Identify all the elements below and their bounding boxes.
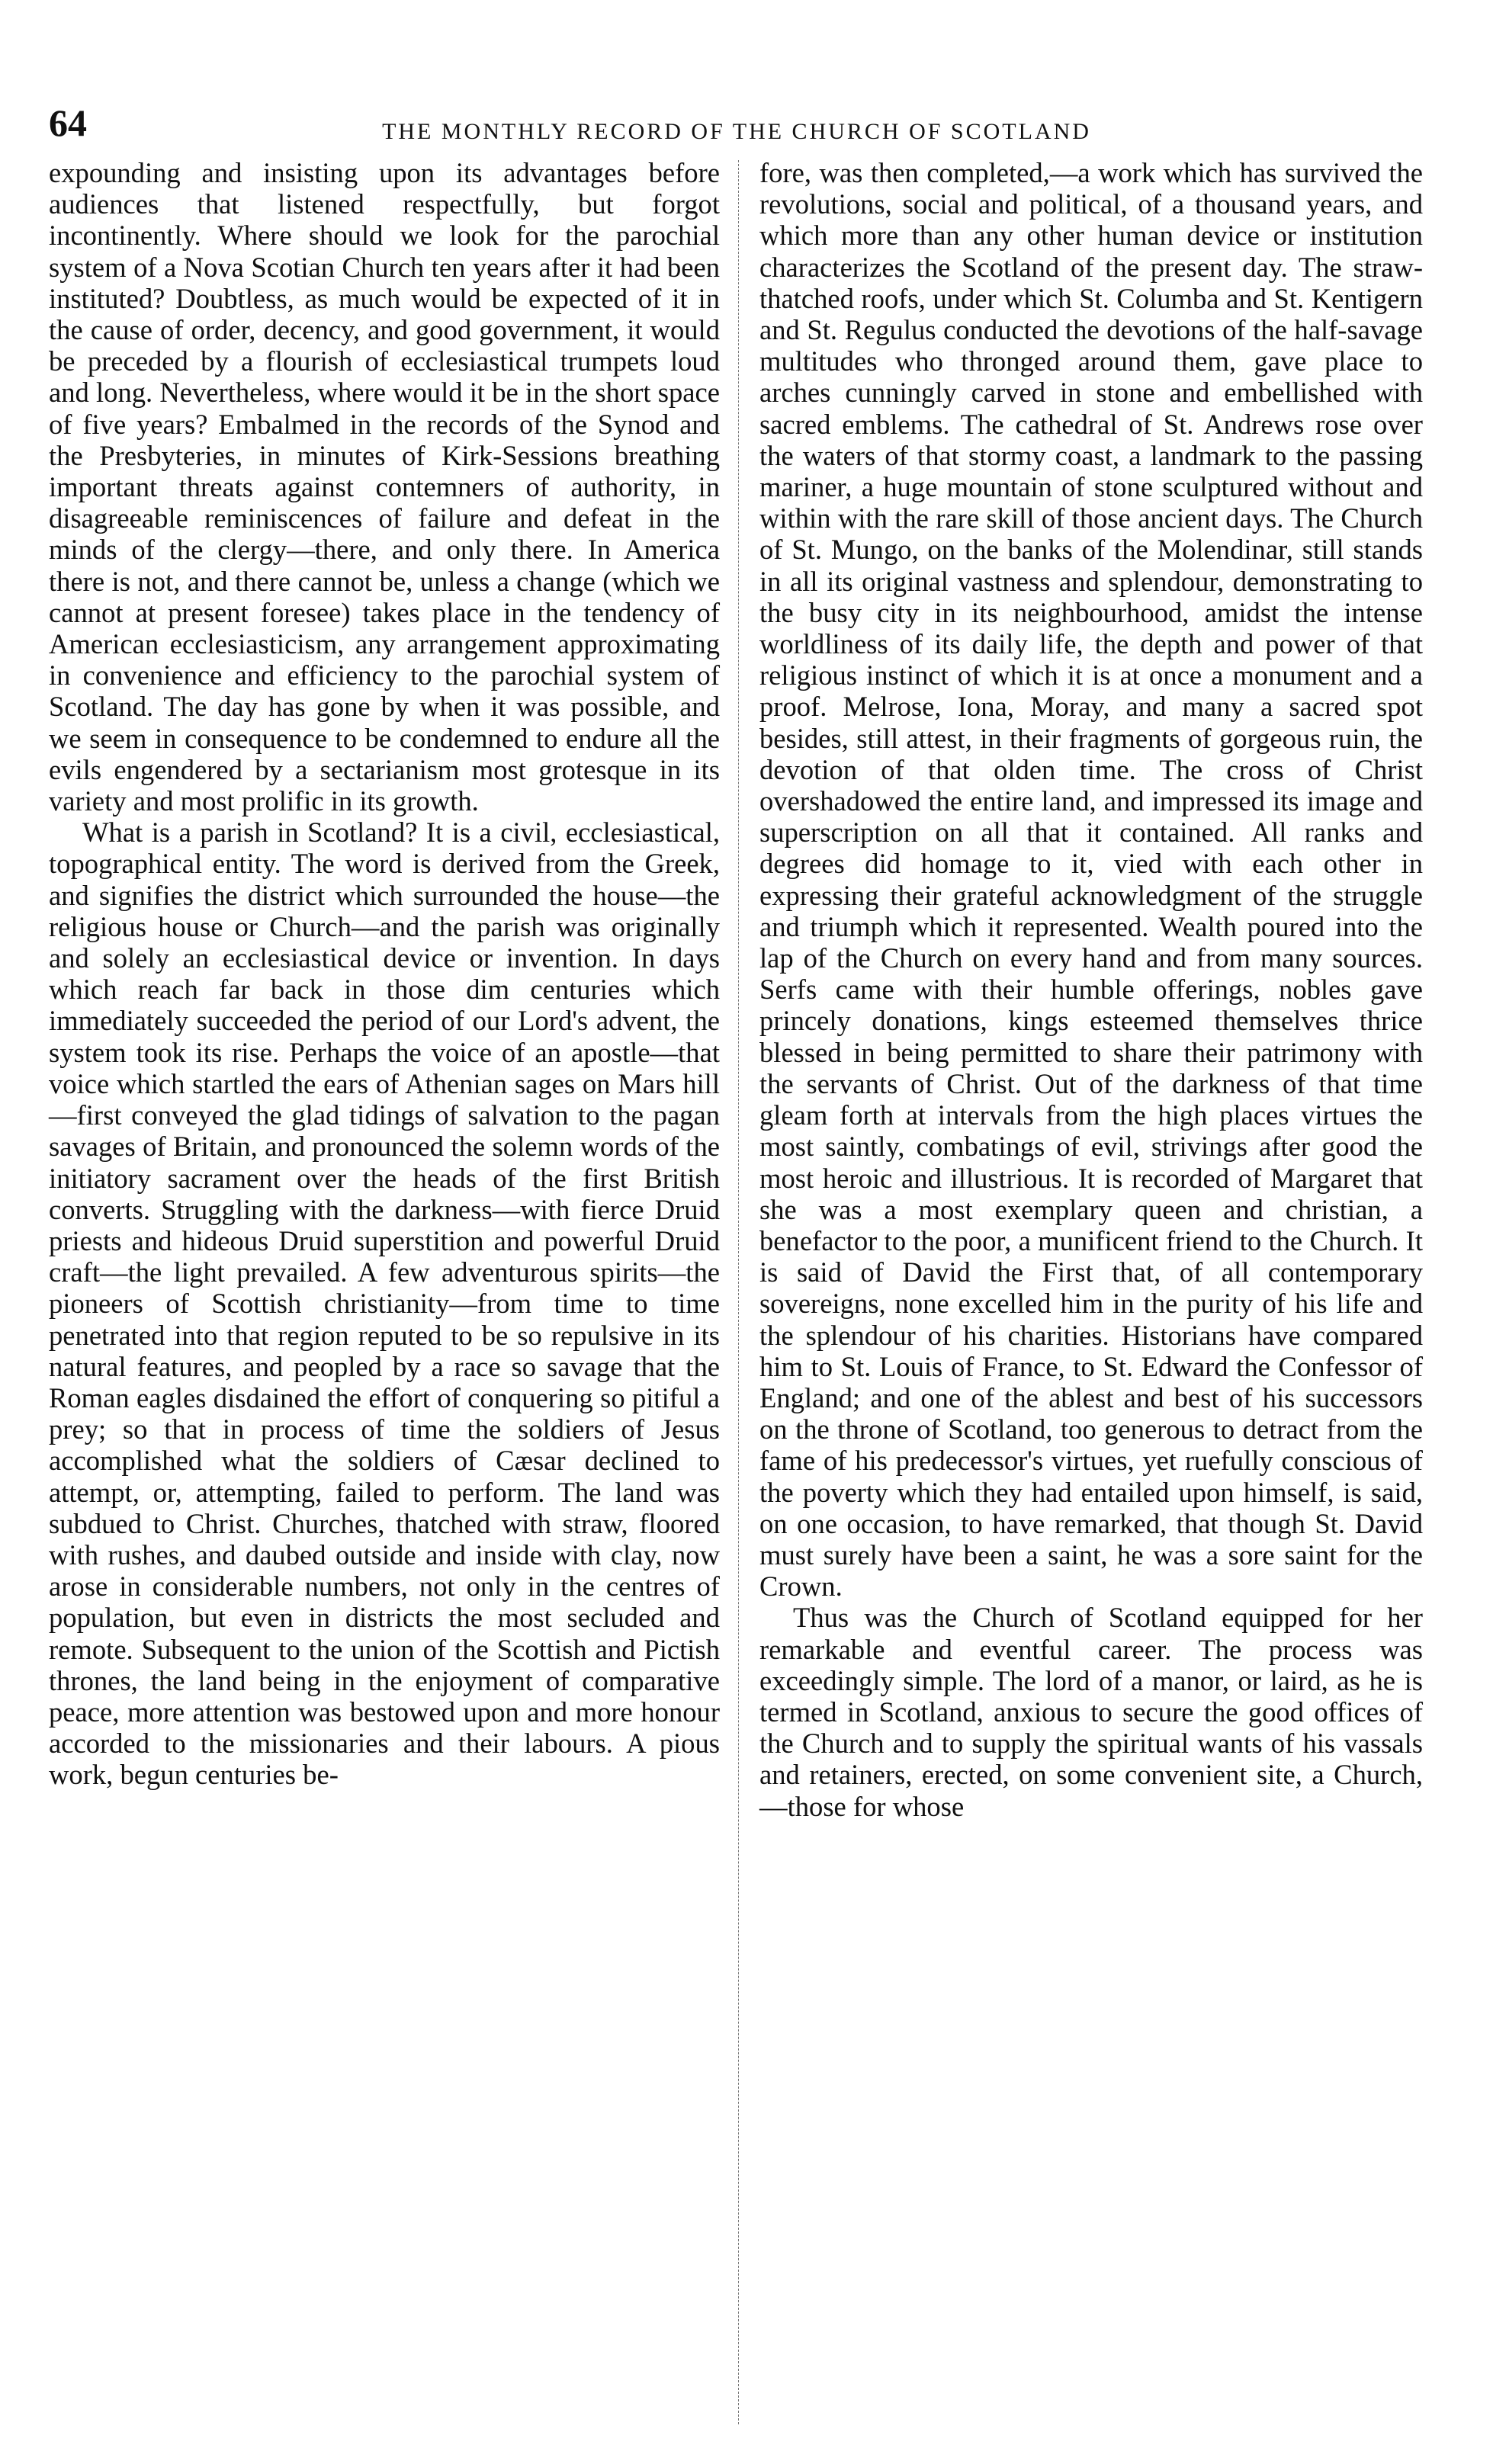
right-paragraph-1: fore, was then completed,—a work which has survived the revolutions, social and political, of a thousand years, and which more than any other human device or institution characterizes the Scotland of the present day. The straw-thatched roofs, under which St. Columba and St. Kentigern and St. Regulus conducted the devotions of the half-savage multitudes who thronged around them, gave place to arches cunningly carved in stone and embellished with sacred emblems. The cathedral of St. Andrews rose over the waters of that stormy coast, a landmark to the passing mariner, a huge mountain of stone sculptured without and within with the rare skill of those ancient days. The Church of St. Mungo, on the banks of the Molendinar, still stands in all its original vastness and splendour, demonstrating to the busy city in its neighbourhood, amidst the intense worldliness of its daily life, the depth and power of that religious instinct of which it is at once a monument and a proof. Melrose, Iona, Moray, and many a sacred spot besides, still attest, in their fragments of gorgeous ruin, the devotion of that olden time. The cross of Christ overshadowed the entire land, and impressed its image and superscription on all that it contained. All ranks and degrees did homage to it, vied with each other in expressing their grateful acknowledgment of the struggle and triumph which it represented. Wealth poured into the lap of the Church on every hand and from many sources. Serfs came with their humble offerings, nobles gave princely donations, kings esteemed themselves thrice blessed in being permitted to share their patrimony with the servants of Christ. Out of the darkness of that time gleam forth at intervals from the high places virtues the most saintly, combatings of evil, strivings after good the most heroic and illustrious. It is recorded of Margaret that she was a most exemplary queen and christian, a benefactor to the poor, a munificent friend to the Church. It is said of David the First that, of all contemporary sovereigns, none excelled him in the purity of his life and the splendour of his charities. Historians have compared him to St. Louis of France, to St. Edward the Confessor of England; and one of the ablest and best of his successors on the throne of Scotland, too generous to detract from the fame of his predecessor's virtues, yet ruefully conscious of the poverty which they had entailed upon himself, is said, on one occasion, to have remarked, that though St. David must surely have been a saint, he was a sore saint for the Crown. (759, 157, 1423, 1603)
running-title: THE MONTHLY RECORD OF THE CHURCH OF SCOTLAND (382, 119, 1091, 144)
left-paragraph-2: What is a parish in Scotland? It is a civil, ecclesiastical, topographical entity. The word is derived from the Greek, and signifies the district which surrounded the house—the religious house or Church—and the parish was originally and solely an ecclesiastical device or invention. In days which reach far back in those dim centuries which immediately succeeded the period of our Lord's advent, the system took its rise. Perhaps the voice of an apostle—that voice which startled the ears of Athenian sages on Mars hill—first conveyed the glad tidings of salvation to the pagan savages of Britain, and pronounced the solemn words of the initiatory sacrament over the heads of the first British converts. Struggling with the darkness—with fierce Druid priests and hideous Druid superstition and powerful Druid craft—the light prevailed. A few adventurous spirits—the pioneers of Scottish christianity—from time to time penetrated into that region reputed to be so repulsive in its natural features, and peopled by a race so savage that the Roman eagles disdained the effort of conquering so pitiful a prey; so that in process of time the soldiers of Jesus accomplished what the soldiers of Cæsar declined to attempt, or, attempting, failed to perform. The land was subdued to Christ. Churches, thatched with straw, floored with rushes, and daubed outside and inside with clay, now arose in considerable numbers, not only in the centres of population, but even in districts the most secluded and remote. Subsequent to the union of the Scottish and Pictish thrones, the land being in the enjoyment of comparative peace, more attention was bestowed upon and more honour accorded to the missionaries and their labours. A pious work, begun centuries be- (49, 817, 720, 1791)
page-number: 64 (49, 101, 87, 144)
left-column (49, 157, 720, 1791)
right-column (759, 157, 1423, 1822)
right-paragraph-2: Thus was the Church of Scotland equipped for her remarkable and eventful career. The process was exceedingly simple. The lord of a manor, or laird, as he is termed in Scotland, anxious to secure the good offices of the Church and to supply the spiritual wants of his vassals and retainers, erected, on some convenient site, a Church,—those for whose (759, 1602, 1423, 1822)
page-header (49, 91, 1424, 145)
column-divider (738, 160, 739, 2424)
left-paragraph-1: expounding and insisting upon its advantages before audiences that listened respectfully, but forgot incontinently. Where should we look for the parochial system of a Nova Scotian Church ten years after it had been instituted? Doubtless, as much would be expected of it in the cause of order, decency, and good government, it would be preceded by a flourish of ecclesiastical trumpets loud and long. Nevertheless, where would it be in the short space of five years? Embalmed in the records of the Synod and the Presbyteries, in minutes of Kirk-Sessions breathing important threats against contemners of authority, in disagreeable reminiscences of failure and defeat in the minds of the clergy—there, and only there. In America there is not, and there cannot be, unless a change (which we cannot at present foresee) takes place in the tendency of American ecclesiasticism, any arrangement approximating in convenience and efficiency to the parochial system of Scotland. The day has gone by when it was possible, and we seem in consequence to be condemned to endure all the evils engendered by a sectarianism most grotesque in its variety and most prolific in its growth. (49, 157, 720, 817)
